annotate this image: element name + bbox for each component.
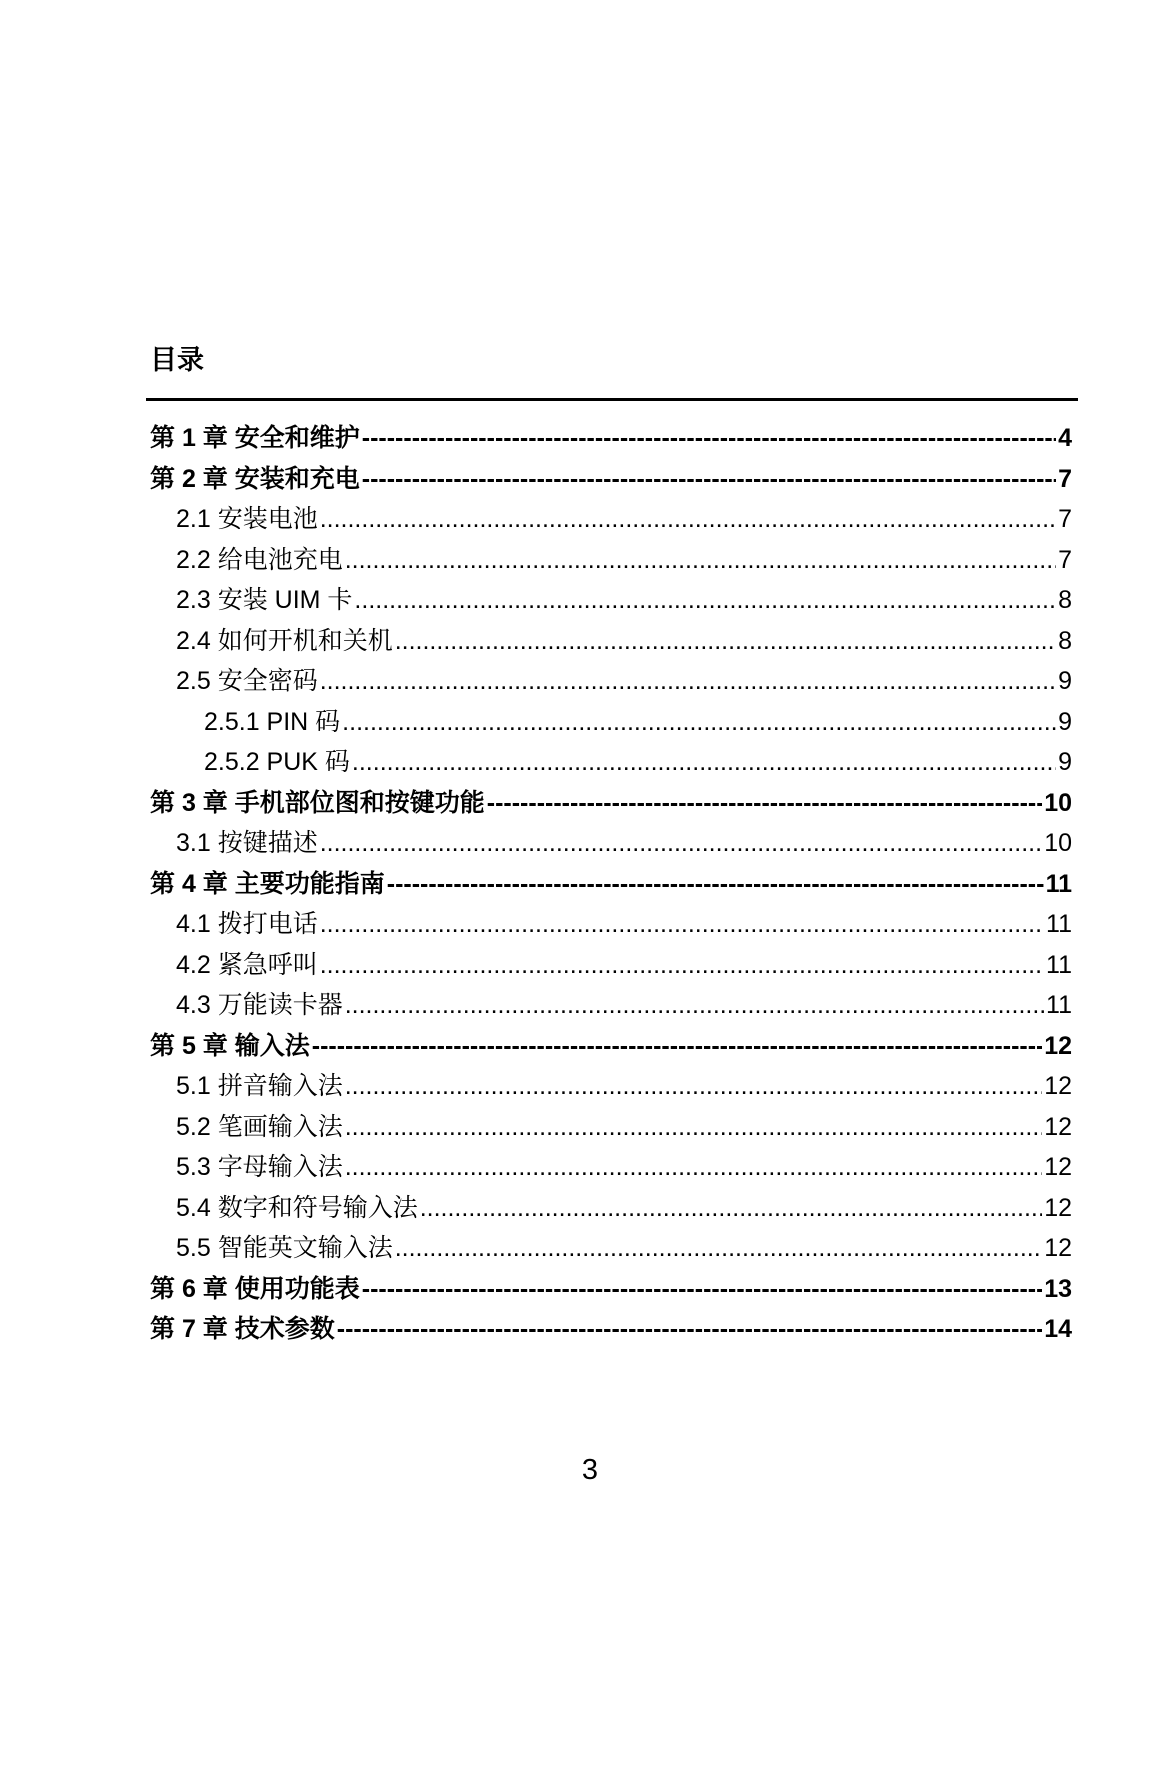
toc-subsection-entry[interactable] [150,742,1072,783]
toc-section-entry[interactable] [150,1066,1072,1107]
toc-entry-page: 8 [1058,586,1072,614]
toc-entry-label: 5.4 数字和符号输入法 [176,1193,418,1222]
toc-section-entry[interactable] [150,1107,1072,1148]
toc-entry-page: 14 [1044,1315,1072,1343]
toc-entry-page: 10 [1044,829,1072,857]
toc-dot-leader [320,499,1056,540]
toc-entry-label: 第 5 章 输入法 [150,1031,310,1060]
toc-entry-label: 第 3 章 手机部位图和按键功能 [150,788,485,817]
toc-entry-label: 5.3 字母输入法 [176,1153,343,1181]
toc-section-entry[interactable] [150,621,1072,662]
toc-chapter-entry[interactable] [150,418,1072,459]
toc-entry-label: 2.2 给电池充电 [176,545,343,574]
toc-chapter-entry[interactable] [150,864,1072,905]
toc-section-entry[interactable] [150,945,1072,986]
toc-entry-page: 12 [1044,1031,1072,1060]
toc-entry-page: 12 [1044,1072,1072,1100]
toc-entry-label: 4.2 紧急呼叫 [176,950,318,979]
toc-entry-page: 4 [1058,424,1072,452]
toc-entry-label: 4.1 拨打电话 [176,910,318,938]
toc-entry-label: 5.5 智能英文输入法 [176,1234,393,1262]
toc-section-entry[interactable] [150,1228,1072,1269]
toc-dot-leader [320,904,1044,945]
toc-dot-leader [395,621,1056,662]
toc-dot-leader [320,823,1042,864]
toc-entry-label: 第 7 章 技术参数 [150,1315,335,1343]
toc-dot-leader [487,783,1042,824]
toc-section-entry[interactable] [150,661,1072,702]
table-of-contents [150,418,1072,1350]
toc-subsection-entry[interactable] [150,702,1072,743]
toc-entry-page: 11 [1046,991,1072,1019]
toc-entry-page: 7 [1058,505,1072,533]
toc-dot-leader [345,540,1056,581]
toc-chapter-entry[interactable] [150,459,1072,500]
toc-dot-leader [387,864,1044,905]
toc-entry-page: 12 [1044,1112,1072,1141]
toc-entry-page: 12 [1044,1234,1072,1262]
toc-dot-leader [345,985,1044,1026]
toc-entry-label: 第 2 章 安装和充电 [150,464,360,493]
toc-entry-page: 12 [1044,1193,1072,1222]
toc-entry-label: 第 4 章 主要功能指南 [150,869,385,898]
toc-dot-leader [312,1026,1042,1067]
toc-entry-page: 11 [1046,910,1072,938]
toc-entry-page: 7 [1058,464,1072,493]
toc-chapter-entry[interactable] [150,783,1072,824]
toc-dot-leader [362,459,1056,500]
toc-dot-leader [354,580,1056,621]
toc-dot-leader [420,1188,1042,1229]
toc-entry-page: 9 [1058,748,1072,776]
toc-entry-page: 8 [1058,626,1072,655]
toc-entry-page: 9 [1058,667,1072,695]
toc-dot-leader [352,742,1056,783]
toc-entry-page: 12 [1044,1153,1072,1181]
toc-entry-page: 11 [1046,950,1072,979]
toc-entry-label: 4.3 万能读卡器 [176,991,343,1019]
toc-section-entry[interactable] [150,985,1072,1026]
toc-dot-leader [337,1309,1042,1350]
toc-section-entry[interactable] [150,499,1072,540]
toc-chapter-entry[interactable] [150,1309,1072,1350]
toc-dot-leader [342,702,1056,743]
toc-dot-leader [362,418,1056,459]
toc-title: 目录 [150,345,204,375]
title-divider [146,398,1078,401]
toc-section-entry[interactable] [150,1147,1072,1188]
toc-dot-leader [320,661,1056,702]
toc-entry-page: 10 [1044,788,1072,817]
toc-entry-label: 5.1 拼音输入法 [176,1072,343,1100]
toc-entry-label: 2.5 安全密码 [176,667,318,695]
toc-entry-label: 2.5.2 PUK 码 [204,748,350,776]
toc-entry-label: 2.4 如何开机和关机 [176,626,393,655]
toc-entry-label: 5.2 笔画输入法 [176,1112,343,1141]
toc-section-entry[interactable] [150,823,1072,864]
toc-chapter-entry[interactable] [150,1269,1072,1310]
toc-entry-label: 第 1 章 安全和维护 [150,424,360,452]
toc-dot-leader [362,1269,1042,1310]
toc-entry-label: 2.5.1 PIN 码 [204,707,341,736]
toc-entry-page: 13 [1044,1274,1072,1303]
toc-entry-label: 2.1 安装电池 [176,505,318,533]
toc-section-entry[interactable] [150,904,1072,945]
toc-dot-leader [345,1147,1042,1188]
toc-section-entry[interactable] [150,1188,1072,1229]
toc-entry-page: 11 [1045,869,1072,898]
toc-entry-page: 9 [1058,707,1072,736]
page-number: 3 [581,1454,599,1486]
toc-dot-leader [345,1107,1042,1148]
toc-entry-label: 2.3 安装 UIM 卡 [176,586,353,614]
toc-section-entry[interactable] [150,540,1072,581]
toc-dot-leader [320,945,1044,986]
toc-dot-leader [395,1228,1042,1269]
toc-section-entry[interactable] [150,580,1072,621]
toc-entry-page: 7 [1058,545,1072,574]
toc-dot-leader [345,1066,1042,1107]
toc-entry-label: 3.1 按键描述 [176,829,318,857]
toc-chapter-entry[interactable] [150,1026,1072,1067]
toc-entry-label: 第 6 章 使用功能表 [150,1274,360,1303]
